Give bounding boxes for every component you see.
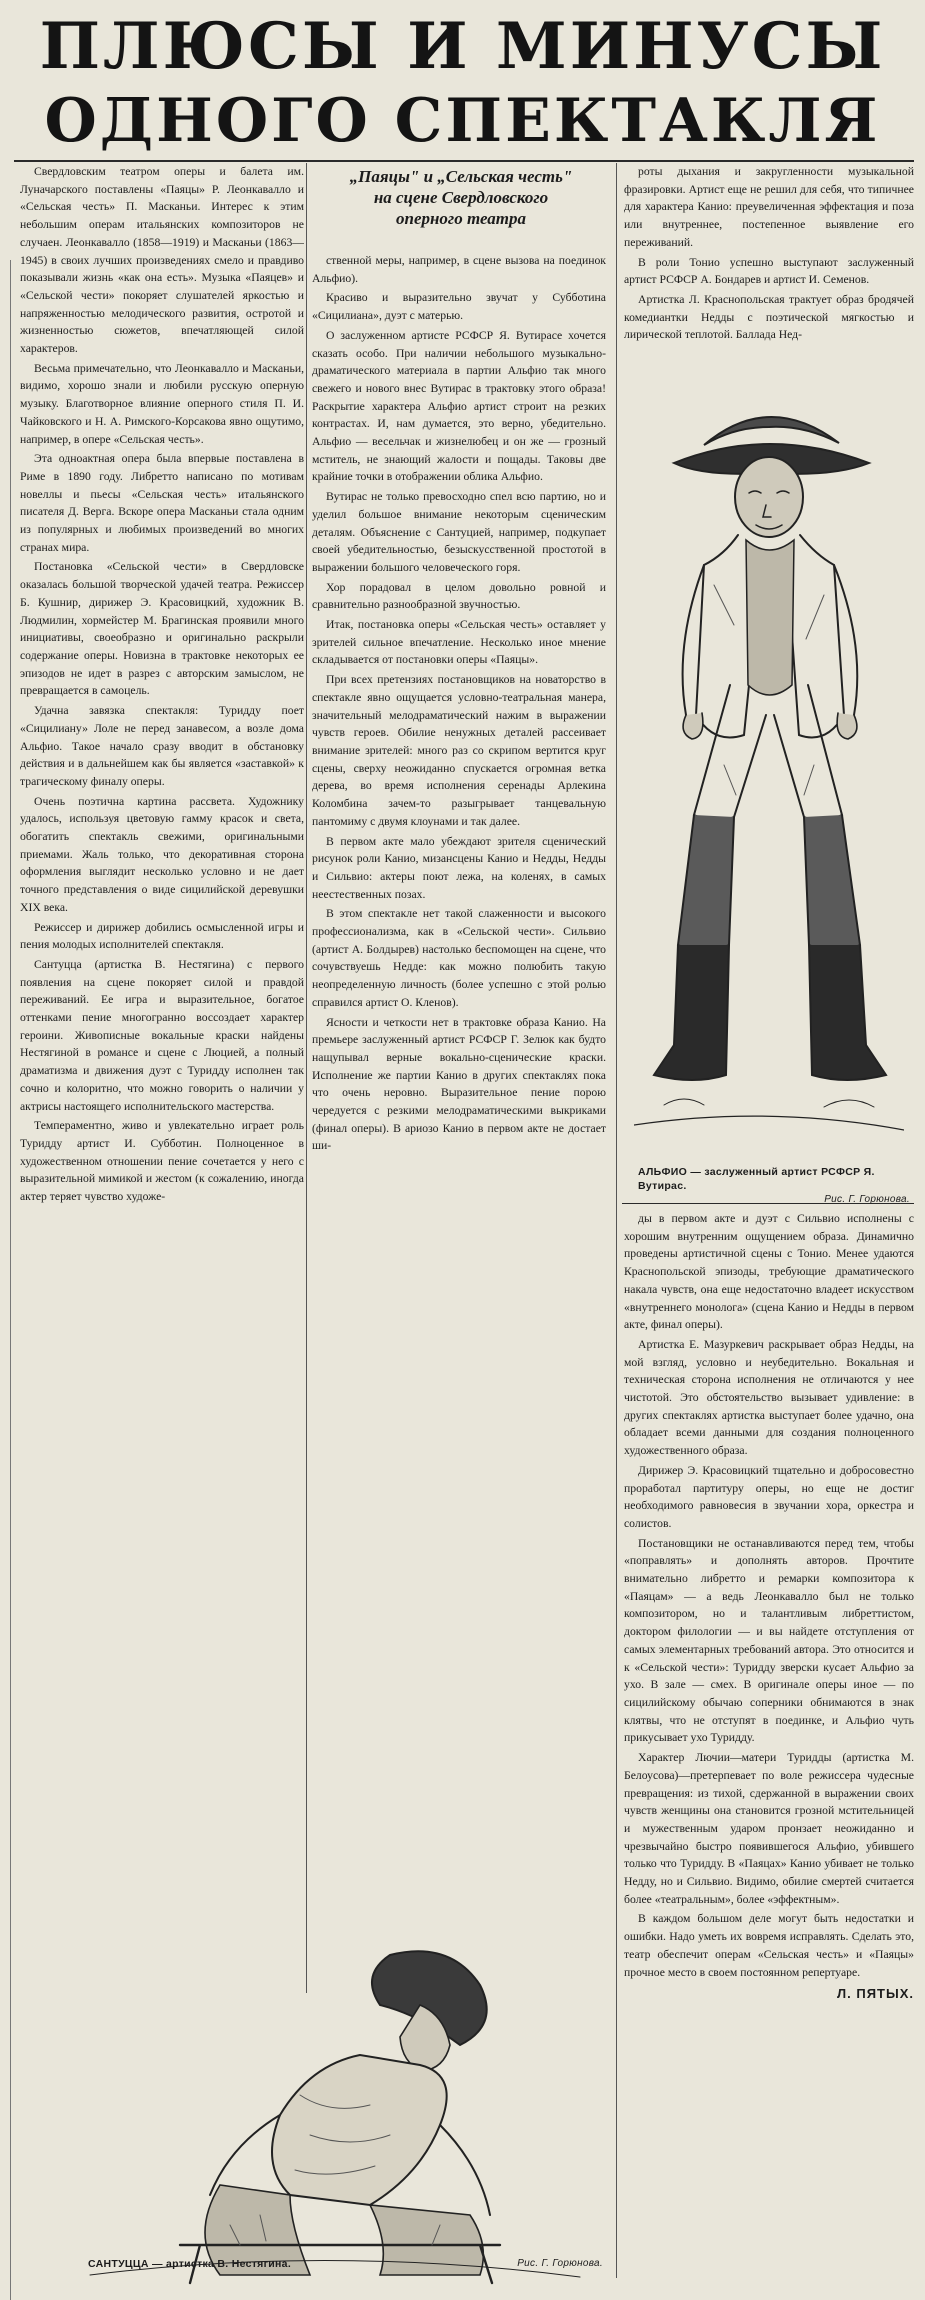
paragraph: Эта одноактная опера была впервые поставлена в Риме в 1890 году. Либретто написано по мотивам новеллы и пьесы «Сельская честь» итальянского писателя Д. Верга. Вскоре опера Масканьи стала одним из популярных и любимых произведений во многих странах мира. [20,452,304,554]
headline-line-2: ОДНОГО СПЕКТАКЛЯ [44,86,881,156]
paragraph: Красиво и выразительно звучат у Субботина «Сицилиана», дуэт с матерью. [312,291,606,323]
text-column-3-lower [624,1210,914,2260]
santuzza-caption-credit: Рис. Г. Горюнова. [517,2258,603,2269]
author-signature: Л. ПЯТЫХ. [837,1986,914,2002]
paragraph: Режиссер и дирижер добились осмысленной игры и пения молодых исполнителей спектакля. [20,920,304,952]
paragraph: Хор порадовал в целом довольно ровной и сравнительно разнообразной звучностью. [312,580,606,612]
paragraph: Темпераментно, живо и увлекательно играет роль Туридду артист И. Субботин. Полноценное в художественном отношении пение сочетается у него с выразительной мимикой и жестом (к сожалению, иногда актер теряет чувство художе- [20,1119,304,1204]
paragraph: ственной меры, например, в сцене вызова на поединок Альфио). [312,254,606,285]
paragraph: Итак, постановка оперы «Сельская честь» оставляет у зрителей сильное впечатление. Несколько иное мнение складывается от постановки оперы «Паяцы». [312,618,606,667]
column-divider [306,163,307,1993]
caption-rule [622,1203,914,1204]
paragraph: Весьма примечательно, что Леонкавалло и Масканьи, видимо, хорошо знали и любили русскую оперную музыку. Благотворное влияние оперного стиля П. И. Чайковского и Н. А. Римского-Корсакова явно ощутимо, например, в опере «Сельская честь». [20,361,304,446]
santuzza-caption [88,2257,603,2271]
alfio-illustration [634,385,904,1155]
headline-line-1: ПЛЮСЫ И МИНУСЫ [39,9,886,84]
paragraph: Характер Лючии—матери Туридды (артистка М. Белоусова)—претерпевает по воле режиссера чудесные превращения: из тихой, сдержанной в выражении своих чувств женщины она становится грозной мстительницей и мужественным ударом пронзает неожиданно и чрезвычайно быстро появившегося Альфио, убившего только что Туридду. В «Паяцах» Канио убивает не только Недду, но и Сильвио. Видимо, обилие смертей считается более «театральным», более «эффектным». [624,1751,914,1906]
santuzza-caption-title: САНТУЦЦА — артистка В. Нестягина. [88,2258,292,2270]
paragraph: В этом спектакле нет такой слаженности и высокого профессионализма, как в «Сельской чести». Сильвио (артист А. Болдырев) настолько беспомощен на сцене, что сочувствуешь Недде: как можно полюбить такую неопределенную личность (более успешно с этой ролью справился артист О. Кленов). [312,907,606,1009]
paragraph: Постановщики не останавливаются перед тем, чтобы «поправлять» и дополнять авторов. Прочтите внимательно либретто и ремарки композитора к «Паяцам» — а ведь Леонкавалло был не только композитором, но и талантливым либреттистом, доктором филологии — и вы найдете отступления от самых элементарных требований автора. Это относится и к «Сельской чести»: Туридду зверски кусает Альфио за ухо. В зале — смех. В оригинале оперы иное — по сицилийскому обычаю соперники обнимаются в знак клятвы, что не отступят в поединке, и Альфио чуть прикусывает ухо Туридду. [624,1536,914,1745]
paragraph: роты дыхания и закругленности музыкальной фразировки. Артист еще не решил для себя, что типичнее для характера Канио: преувеличенная эффектация и поза или внутреннее, постепенное выявление его переживаний. [624,165,914,249]
column-divider [616,163,617,2278]
text-column-1 [20,163,304,1978]
paragraph: Удачна завязка спектакля: Туридду поет «Сицилиану» Лоле не перед занавесом, а возле дома Альфио. Такое начало сразу вводит в обстановку действия и в дальнейшем как бы является «заставкой» к трагическому финалу оперы. [20,704,304,788]
headline-rule [14,160,914,162]
subhead-line-1: „Паяцы" и „Сельская честь" [349,167,573,186]
paragraph: В каждом большом деле могут быть недостатки и ошибки. Надо уметь их вовремя исправлять. Сделать это, театр обеспечит операм «Сельская честь» и «Паяцы» прочное место в своем постоянном репертуаре. [624,1912,914,1979]
paragraph: Постановка «Сельской чести» в Свердловске оказалась большой творческой удачей театра. Режиссер Б. Кушнир, дирижер Э. Красовицкий, художник В. Людмилин, хормейстер М. Брагинская проявили много инициативы, своеобразно и оригинально раскрыли содержание оперы. Новизна в трактовке некоторых ее эпизодов не идет в разрез с авторским замыслом, не превращается в самоцель. [20,560,304,698]
subhead-line-3: оперного театра [395,209,526,228]
paragraph: Свердловским театром оперы и балета им. Луначарского поставлены «Паяцы» Р. Леонкавалло и «Сельская честь» П. Масканьи. Интерес к этим небольшим операм итальянских композиторов не случаен. Леонкавалло (1858—1919) и Масканьи (1863—1945) в своих лучших произведениях смело и правдиво показывали жизнь «как она есть». Музыка «Паяцев» и «Сельской чести» покоряет слушателей яркостью и напряженностью мелодического развития, остротой и жизненностью сюжетов, впечатляющей силой характеров. [20,165,304,356]
alfio-caption [638,1165,910,1207]
alfio-caption-title: АЛЬФИО — заслуженный артист РСФСР Я. Вутирас. [638,1166,875,1192]
alfio-caption-credit: Рис. Г. Горюнова. [824,1194,910,1205]
paragraph: Артистка Е. Мазуркевич раскрывает образ Недды, на мой взгляд, условно и неубедительно. Вокальная и техническая сторона исполнения не отличаются у нее чистотой. Это обстоятельство вызывает удивление: в других спектаклях артистка выступает более удачно, она обладает всеми данными для создания полноценного художественного образа. [624,1337,914,1458]
text-column-2 [312,252,606,1940]
article-subhead [308,166,614,229]
paragraph: Ясности и четкости нет в трактовке образа Канио. На премьере заслуженный артист РСФСР Г. Зелюк как будто нащупывал верные вокально-сценические краски. Исполнение же партии Канио в других спектаклях пока что очень неровно. Выразительное пение порою чередуется с резкими мелодраматическими выкриками (финал оперы). В ариозо Канио в первом акте не достает ши- [312,1015,606,1153]
paragraph: При всех претензиях постановщиков на новаторство в спектакле явно ощущается условно-театральная манера, значительный мелодраматический нажим в выражении чувств героев. Обилие ненужных деталей рассеивает внимание зрителей: много раз со скрипом вертится круг сцены, сверху неожиданно спускается огромная ветка дерева, во время исполнения серенады Арлекина Коломбина зачем-то разыгрывает танцевальную пантомиму с двумя клоунами и так далее. [312,673,606,828]
page-edge-fragment [0,260,11,2300]
paragraph: В роли Тонио успешно выступают заслуженный артист РСФСР А. Бондарев и артист И. Семенов. [624,255,914,287]
paragraph: Вутирас не только превосходно спел всю партию, но и уделил большое внимание некоторым сценическим деталям. Объяснение с Сантуцией, например, подкупает своей убедительностью, безыскусственной простотой в выражении большого человеческого горя. [312,490,606,574]
paragraph: ды в первом акте и дуэт с Сильвио исполнены с хорошим внутренним ощущением образа. Динамично проведены артистичной сцены с Тонио. Менее удаются Краснопольской эпизоды, требующие драматического накала чувств, она еще недостаточно владеет искусством «внутреннего монолога» (сцена Канио и Недды в первом акте, финал оперы). [624,1212,914,1332]
paragraph: О заслуженном артисте РСФСР Я. Вутирасе хочется сказать особо. При наличии небольшого музыкально-драматического материала в партии Альфио так много свежего и нового внес Вутирас в трактовку этого образа! Раскрытие характера Альфио артист строит на резких контрастах. И, нам думается, это верно, убедительно. Альфио — весельчак и жизнелюбец и он же — грозный мститель, не знающий жалости и пощады. Таковы две крайние точки в отображении облика Альфио. [312,328,606,484]
santuzza-illustration [60,1945,600,2285]
paragraph: В первом акте мало убеждают зрителя сценический рисунок роли Канио, мизансцены Канио и Недды, Недды и Сильвио: актеры поют лежа, на коленях, в самых неестественных позах. [312,834,606,901]
subhead-line-2: на сцене Свердловского [373,188,549,207]
paragraph: Сантуцца (артистка В. Нестягина) с первого появления на сцене покоряет силой и правдой переживаний. Ее игра и выразительное, богатое оттенками пение многогранно воссоздает характер героини. Живописные вокальные краски найдены Нестягиной в романсе и сцене с Люцией, а полный драматизма и движения дуэт с Туридду исполнен так сочно и колоритно, что можно говорить о наличии у актрисы настоящего исполнительского мастерства. [20,957,304,1113]
paragraph: Очень поэтична картина рассвета. Художнику удалось, используя цветовую гамму красок и света, обогатить спектакль свежими, оригинальными приемами. Жаль только, что декоративная сторона оформления выглядит несколько условно и не дает точного представления о виде сицилийской деревушки XIX века. [20,794,304,914]
paragraph: Артистка Л. Краснопольская трактует образ бродячей комедиантки Недды с поэтической мягкостью и лирической теплотой. Баллада Нед- [624,292,914,342]
article-headline [0,10,925,158]
paragraph: Дирижер Э. Красовицкий тщательно и добросовестно проработал партитуру оперы, но еще не достиг необходимого равновесия в звучании хора, оркестра и солистов. [624,1463,914,1530]
